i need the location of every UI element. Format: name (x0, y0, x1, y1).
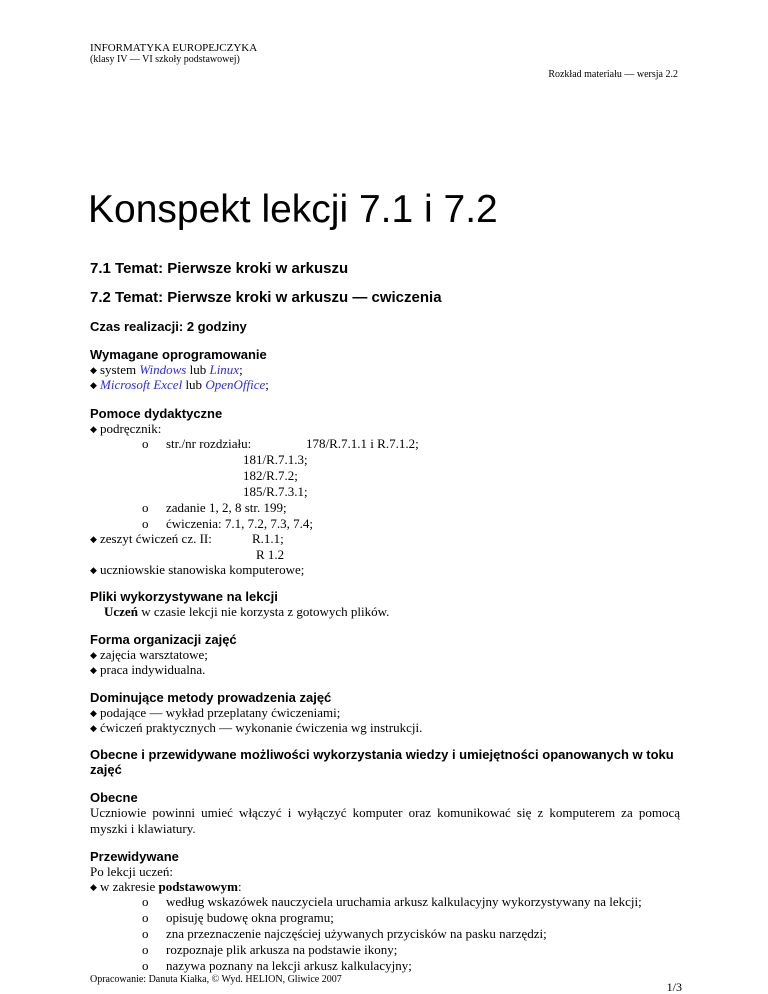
sub-bullet-icon: o (142, 958, 149, 973)
page-title: Konspekt lekcji 7.1 i 7.2 (88, 188, 498, 231)
aids-page-4: 185/R.7.3.1; (243, 484, 308, 499)
bullet-icon: ◆ (90, 708, 97, 718)
expected-item-5: o nazywa poznany na lekcji arkusz kalkulacyjny; (142, 958, 412, 973)
possibilities-heading-line-2: zajęć (90, 762, 122, 777)
aids-page-3: 182/R.7.2; (243, 468, 298, 483)
sub-bullet-icon: o (142, 894, 149, 909)
organization-item-2: ◆ praca indywidualna. (90, 662, 206, 677)
aids-workbook-2: R 1.2 (256, 547, 285, 562)
header-grade-range: (klasy IV — VI szkoły podstawowej) (90, 54, 240, 65)
aids-item-workstations: ◆ uczniowskie stanowiska komputerowe; (90, 562, 305, 577)
aids-item-workbook: ◆ zeszyt ćwiczeń cz. II: (90, 531, 212, 546)
topic-2: 7.2 Temat: Pierwsze kroki w arkuszu — cwiczenia (90, 289, 442, 306)
current-text-line-2: myszki i klawiatury. (90, 821, 196, 836)
bullet-icon: ◆ (90, 723, 97, 733)
expected-item-2: o opisuję budowę okna programu; (142, 910, 334, 925)
header-version: Rozkład materiału — wersja 2.2 (548, 69, 678, 80)
bullet-icon: ◆ (90, 380, 97, 390)
expected-intro: Po lekcji uczeń: (90, 864, 174, 879)
aids-page-1: 178/R.7.1.1 i R.7.1.2; (306, 436, 419, 451)
bullet-icon: ◆ (90, 650, 97, 660)
topic-1: 7.1 Temat: Pierwsze kroki w arkuszu (90, 260, 349, 277)
bullet-icon: ◆ (90, 534, 97, 544)
current-heading: Obecne (90, 790, 138, 805)
expected-scope: ◆ w zakresie podstawowym: (90, 879, 242, 894)
bullet-icon: ◆ (90, 365, 97, 375)
sub-bullet-icon: o (142, 436, 149, 451)
methods-item-1: ◆ podające — wykład przeplatany ćwiczeniami; (90, 705, 341, 720)
sub-bullet-icon: o (142, 910, 149, 925)
aids-workbook-1: R.1.1; (252, 531, 284, 546)
expected-item-4: o rozpoznaje plik arkusza na podstawie ikony; (142, 942, 398, 957)
sub-bullet-icon: o (142, 516, 149, 531)
aids-tasks: o zadanie 1, 2, 8 str. 199; (142, 500, 287, 515)
methods-item-2: ◆ ćwiczeń praktycznych — wykonanie ćwiczenia wg instrukcji. (90, 720, 423, 735)
sub-bullet-icon: o (142, 942, 149, 957)
bullet-icon: ◆ (90, 424, 97, 434)
aids-exercises: o ćwiczenia: 7.1, 7.2, 7.3, 7.4; (142, 516, 313, 531)
methods-heading: Dominujące metody prowadzenia zajęć (90, 690, 332, 705)
expected-item-1: o według wskazówek nauczyciela uruchamia arkusz kalkulacyjny wykorzystywany na lekcji; (142, 894, 642, 909)
page-number: 1/3 (666, 980, 682, 994)
aids-page-2: 181/R.7.1.3; (243, 452, 308, 467)
aids-pages-row: o str./nr rozdziału: (142, 436, 252, 451)
sub-bullet-icon: o (142, 926, 149, 941)
footer-author: Opracowanie: Danuta Kiałka, © Wyd. HELION, Gliwice 2007 (90, 974, 342, 985)
expected-heading: Przewidywane (90, 849, 179, 864)
bullet-icon: ◆ (90, 565, 97, 575)
current-text-line-1: Uczniowie powinni umieć włączyć i wyłączyć komputer oraz komunikować się z komputerem za pomocą (90, 805, 680, 820)
aids-heading: Pomoce dydaktyczne (90, 406, 223, 421)
possibilities-heading-line-1: Obecne i przewidywane możliwości wykorzystania wiedzy i umiejętności opanowanych w toku (90, 747, 674, 762)
organization-item-1: ◆ zajęcia warsztatowe; (90, 647, 208, 662)
files-text: Uczeń w czasie lekcji nie korzysta z gotowych plików. (104, 604, 390, 619)
duration: Czas realizacji: 2 godziny (90, 319, 247, 334)
sub-bullet-icon: o (142, 500, 149, 515)
organization-heading: Forma organizacji zajęć (90, 632, 237, 647)
software-heading: Wymagane oprogramowanie (90, 347, 267, 362)
expected-item-3: o zna przeznaczenie najczęściej używanych przycisków na pasku narzędzi; (142, 926, 547, 941)
bullet-icon: ◆ (90, 882, 97, 892)
software-item-2: ◆ Microsoft Excel lub OpenOffice; (90, 377, 269, 392)
aids-item-textbook: ◆ podręcznik: (90, 421, 162, 436)
header-series-title: INFORMATYKA EUROPEJCZYKA (90, 42, 258, 54)
software-item-1: ◆ system Windows lub Linux; (90, 362, 243, 377)
bullet-icon: ◆ (90, 665, 97, 675)
files-heading: Pliki wykorzystywane na lekcji (90, 589, 278, 604)
